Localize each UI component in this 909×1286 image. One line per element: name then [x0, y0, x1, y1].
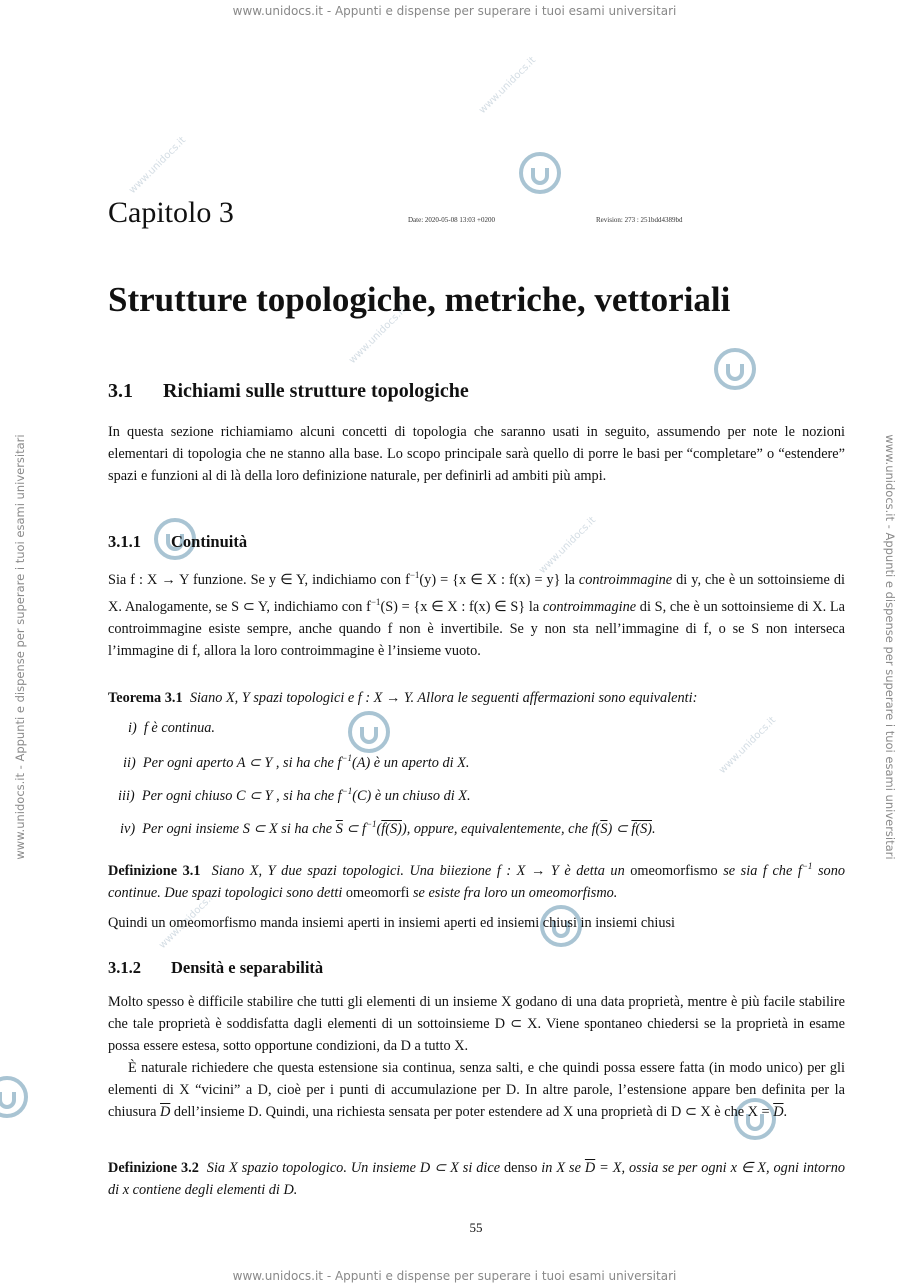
term-controimmagine: controimmagine	[542, 598, 637, 615]
subsection-heading-3-1-1	[108, 532, 247, 552]
continuity-paragraph	[108, 564, 845, 662]
term-omeomorfi: omeomorfi	[345, 884, 410, 901]
watermark-bottom[interactable]	[0, 1269, 909, 1283]
superscript: −1	[801, 861, 813, 871]
text-run: .	[783, 1104, 788, 1120]
closure-s: $\overline{S}$	[335, 820, 343, 837]
density-paragraph-2	[108, 1057, 845, 1123]
definition-text: Siano X, Y due spazi topologici. Una biiezione f : X → Y è detta un	[211, 862, 631, 879]
section-heading-3-1	[108, 380, 469, 403]
diagonal-watermark: www.unidocs.it	[347, 304, 409, 367]
item-text: (A) è un aperto di X.	[351, 754, 470, 771]
diagonal-watermark: www.unidocs.it	[157, 889, 219, 952]
subsection-title: Densità e separabilità	[171, 958, 324, 977]
definition-text: se sia f che f	[717, 862, 802, 879]
closure-d: $\overline{D}$	[584, 1160, 596, 1176]
superscript: −1	[341, 753, 352, 763]
watermark-left[interactable]: www.unidocs.it - Appunti e dispense per superare i tuoi esami universitari	[13, 434, 27, 860]
closure-d: $\overline{D}$	[160, 1104, 171, 1120]
unidocs-logo-icon	[0, 1072, 32, 1122]
item-text: ⊂ f	[342, 820, 366, 837]
page-number: 55	[469, 1220, 483, 1235]
unidocs-logo-icon	[344, 707, 394, 757]
chapter-title: Strutture topologiche, metriche, vettoriali	[108, 280, 731, 319]
theorem-item-ii	[123, 753, 469, 772]
definition-text: se esiste fra loro un omeomorfismo.	[409, 884, 618, 901]
chapter-label: Capitolo 3	[108, 196, 234, 229]
subsection-number: 3.1.2	[108, 958, 141, 977]
item-text: ), oppure, equivalentemente, che f(	[401, 820, 601, 837]
definition-label: Definizione 3.2	[108, 1160, 199, 1176]
homeomorphism-remark: Quindi un omeomorfismo manda insiemi aperti in insiemi aperti ed insiemi chiusi in insiemi chiusi	[108, 915, 676, 931]
superscript: −1	[409, 570, 420, 580]
item-text: .	[652, 820, 656, 837]
section-number: 3.1	[108, 380, 133, 402]
text-run: di S, che è un sottoinsieme di X. La controimmagine esiste sempre, anche quando f non è invertibile. Se y non sta nell’immagine di f, o se S non interseca l’immagine di f, allora la loro controimmagine è l’insieme vuoto.	[108, 598, 846, 659]
theorem-item-iii	[118, 786, 471, 805]
term-denso: denso	[504, 1160, 538, 1176]
item-text: Per ogni insieme S ⊂ X si ha che	[142, 820, 336, 837]
item-marker: ii)	[123, 754, 136, 771]
definition-label: Definizione 3.1	[108, 862, 201, 879]
subsection-number: 3.1.1	[108, 532, 141, 551]
closure-d: $\overline{D}$	[773, 1104, 784, 1120]
theorem-3-1	[108, 687, 845, 709]
definition-text: in X se	[537, 1160, 585, 1176]
watermark-top-text[interactable]: www.unidocs.it - Appunti e dispense per superare i tuoi esami universitari	[232, 4, 677, 18]
text-run: dell’insieme D. Quindi, una richiesta sensata per poter estendere ad X una proprietà di D ⊂ X è che X =	[170, 1104, 774, 1120]
definition-text: Sia X spazio topologico. Un insieme D ⊂ X si dice	[206, 1160, 504, 1176]
unidocs-logo-icon	[515, 148, 565, 198]
diagonal-watermark: www.unidocs.it	[127, 134, 189, 197]
diagonal-watermark: www.unidocs.it	[477, 54, 539, 117]
term-controimmagine: controimmagine	[578, 571, 673, 588]
revision-date: Date: 2020-05-08 13:03 +0200	[408, 216, 495, 224]
density-paragraph-1: Molto spesso è difficile stabilire che tutti gli elementi di un insieme X godano di una data proprietà, mentre è più facile stabilire che tale proprietà è soddisfatta dagli elementi di un sottoinsieme D ⊂ X. Viene spontaneo chiedersi se la proprietà in esame possa essere estesa, sotto opportune condizioni, da D a tutto X.	[108, 994, 845, 1054]
item-text: (	[376, 820, 382, 837]
section-intro-paragraph: In questa sezione richiamiamo alcuni concetti di topologia che saranno usati in seguito, assumendo per note le nozioni elementari di topologia che ne stanno alla base. Lo scopo principale sarà quello di porre le basi per “completare” o “estendere” spazi e funzioni al di là della loro definizione naturale, per definirli ad ambiti più ampi.	[108, 424, 845, 484]
diagonal-watermark: www.unidocs.it	[717, 714, 779, 777]
item-marker: iii)	[118, 787, 135, 804]
theorem-label: Teorema 3.1	[108, 690, 183, 706]
theorem-statement: Siano X, Y spazi topologici e f : X → Y. Allora le seguenti affermazioni sono equivalenti:	[189, 690, 698, 706]
theorem-item-i	[128, 720, 215, 737]
term-omeomorfismo: omeomorfismo	[630, 862, 718, 879]
subsection-heading-3-1-2	[108, 958, 323, 978]
definition-3-2	[108, 1157, 845, 1201]
closure-s: $\overline{S}$	[600, 820, 608, 837]
unidocs-logo-icon	[710, 344, 760, 394]
item-text: Per ogni chiuso C ⊂ Y , si ha che f	[141, 787, 342, 804]
superscript: −1	[365, 819, 377, 829]
text-run: (S) = {x ∈ X : f(x) ∈ S} la	[380, 598, 543, 615]
definition-3-1	[108, 855, 845, 904]
watermark-bottom-text[interactable]: www.unidocs.it - Appunti e dispense per superare i tuoi esami universitari	[232, 1269, 677, 1283]
theorem-item-iv	[120, 819, 656, 838]
item-text: (C) è un chiuso di X.	[352, 787, 471, 804]
superscript: −1	[370, 596, 381, 607]
item-marker: iv)	[120, 820, 136, 837]
revision-id: Revision: 273 : 251bdd4389bd	[596, 216, 683, 224]
item-text: ) ⊂	[607, 820, 632, 837]
superscript: −1	[341, 786, 353, 796]
watermark-right[interactable]: www.unidocs.it - Appunti e dispense per superare i tuoi esami universitari	[883, 434, 897, 860]
section-title: Richiami sulle strutture topologiche	[163, 380, 469, 402]
text-run: È naturale richiedere che questa estensione sia continua, senza salti, e che quindi possa essere fatta (in modo unico) per gli elementi di X “vicini” a D, cioè per i punti di accumulazione per D. In altre parole, l’estensione appare ben definita per la chiusura	[108, 1060, 845, 1120]
text-run: Sia f : X → Y funzione. Se y ∈ Y, indichiamo con f	[108, 571, 410, 588]
item-text: f è continua.	[143, 720, 215, 736]
subsection-title: Continuità	[171, 532, 248, 551]
diagonal-watermark: www.unidocs.it	[537, 514, 599, 577]
text-run: di y, che è un sottoinsieme di X. Analogamente, se S ⊂ Y, indichiamo con f	[108, 571, 845, 615]
closure-fs: f(S)	[381, 820, 402, 837]
item-text: Per ogni aperto A ⊂ Y , si ha che f	[142, 754, 342, 771]
closure-fs: f(S)	[631, 820, 653, 837]
definition-text: = X, ossia se per ogni x ∈ X, ogni intorno di x contiene degli elementi di D.	[108, 1160, 845, 1198]
watermark-top[interactable]	[0, 4, 909, 18]
text-run: (y) = {x ∈ X : f(x) = y} la	[419, 571, 579, 588]
item-marker: i)	[128, 720, 137, 736]
definition-text: sono continue. Due spazi topologici sono detti	[108, 862, 845, 901]
